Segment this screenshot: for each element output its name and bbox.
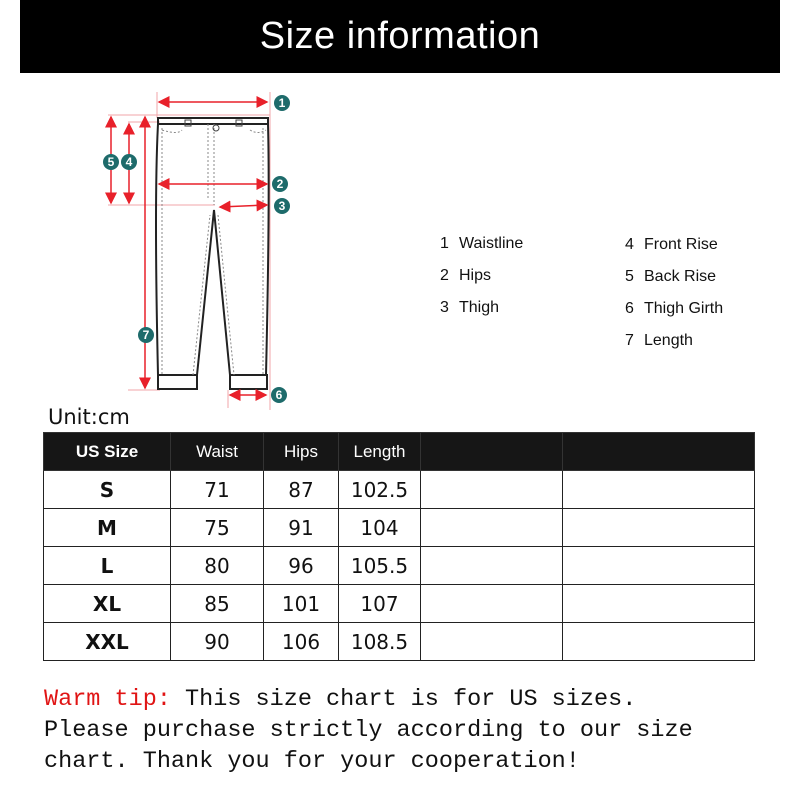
legend-item-hips: 2 Hips	[440, 267, 492, 284]
header-blank-1	[421, 433, 563, 471]
cell-hips: 96	[264, 547, 339, 585]
cell-waist: 85	[171, 585, 264, 623]
cell-waist: 80	[171, 547, 264, 585]
badge-7-icon	[138, 327, 154, 343]
legend-item-thigh-girth: 6 Thigh Girth	[625, 300, 724, 317]
tip-line-2: Please purchase strictly according to our size	[44, 717, 693, 744]
cell-blank	[421, 585, 563, 623]
header-length: Length	[339, 433, 421, 471]
table-header-row	[44, 433, 755, 471]
legend-item-thigh: 3 Thigh	[440, 299, 500, 316]
table-row	[44, 547, 755, 585]
cell-length: 104	[339, 509, 421, 547]
header-us-size: US Size	[44, 433, 171, 471]
cell-waist: 75	[171, 509, 264, 547]
badge-2-icon	[272, 176, 288, 192]
tip-line-3: chart. Thank you for your cooperation!	[44, 748, 580, 775]
legend-item-back-rise: 5 Back Rise	[625, 268, 717, 285]
table-row	[44, 509, 755, 547]
badge-3-icon	[274, 198, 290, 214]
tip-prefix: Warm tip:	[44, 686, 171, 713]
page-title: Size information	[259, 15, 541, 57]
header-blank-2	[563, 433, 755, 471]
cell-hips: 87	[264, 471, 339, 509]
tip-line-1: Warm tip: This size chart is for US sizes.	[44, 686, 637, 713]
legend-item-front-rise: 4 Front Rise	[625, 236, 718, 253]
badge-6-icon	[271, 387, 287, 403]
size-table	[43, 432, 755, 661]
cell-hips: 106	[264, 623, 339, 661]
svg-text:1: 1	[278, 96, 286, 110]
table-row	[44, 471, 755, 509]
svg-text:2: 2	[276, 177, 284, 191]
cell-size: L	[44, 547, 171, 585]
cell-blank	[421, 509, 563, 547]
table-row	[44, 585, 755, 623]
svg-text:6: 6	[275, 388, 283, 402]
badge-5-icon	[103, 154, 119, 170]
cell-length: 108.5	[339, 623, 421, 661]
svg-text:5: 5	[107, 155, 115, 169]
cell-waist: 71	[171, 471, 264, 509]
svg-text:3: 3	[278, 199, 286, 213]
cell-hips: 91	[264, 509, 339, 547]
cell-length: 102.5	[339, 471, 421, 509]
svg-text:7: 7	[142, 328, 150, 342]
svg-text:4: 4	[125, 155, 133, 169]
cell-blank	[563, 547, 755, 585]
table-row	[44, 623, 755, 661]
cell-blank	[421, 623, 563, 661]
cell-blank	[563, 471, 755, 509]
cell-size: XL	[44, 585, 171, 623]
cell-waist: 90	[171, 623, 264, 661]
cell-hips: 101	[264, 585, 339, 623]
header-hips: Hips	[264, 433, 339, 471]
cell-blank	[563, 585, 755, 623]
cell-length: 105.5	[339, 547, 421, 585]
badge-1-icon	[274, 95, 290, 111]
cell-size: XXL	[44, 623, 171, 661]
legend-item-waistline: 1 Waistline	[440, 235, 524, 252]
cell-blank	[421, 547, 563, 585]
header-waist: Waist	[171, 433, 264, 471]
warm-tip	[44, 684, 764, 777]
unit-label: Unit:cm	[48, 405, 130, 429]
cell-size: S	[44, 471, 171, 509]
cell-size: M	[44, 509, 171, 547]
cell-blank	[563, 509, 755, 547]
legend-item-length: 7 Length	[625, 332, 693, 349]
cell-length: 107	[339, 585, 421, 623]
cell-blank	[421, 471, 563, 509]
cell-blank	[563, 623, 755, 661]
page-title-banner	[20, 0, 780, 73]
badge-4-icon	[121, 154, 137, 170]
pants-measurement-diagram	[95, 85, 310, 415]
